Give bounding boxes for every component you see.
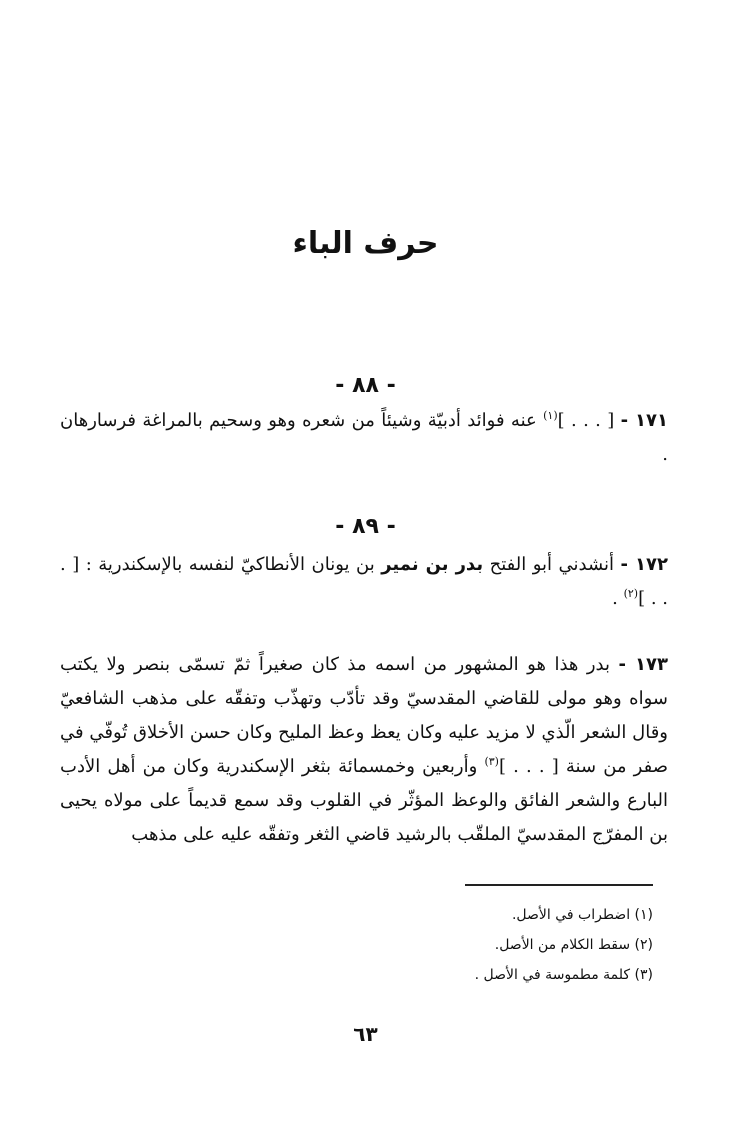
entry-text: . xyxy=(612,588,618,609)
person-name: بدر بن نمير xyxy=(381,554,484,575)
section-number-89: - ٨٩ - xyxy=(335,514,396,539)
footnote-divider xyxy=(465,884,653,886)
footnotes xyxy=(380,900,653,990)
footnote-2: (٢) سقط الكلام من الأصل. xyxy=(494,937,653,953)
entry-text: بن يونان الأنطاكيّ لنفسه بالإسكندرية : [ . . . ] xyxy=(60,554,668,609)
entry-text: أنشدني أبو الفتح xyxy=(489,554,615,575)
entry-number: ١٧٣ - xyxy=(618,654,668,675)
footnote-ref: (٣) xyxy=(484,755,499,768)
footnote-1: (١) اضطراب في الأصل. xyxy=(511,907,653,923)
entry-number: ١٧٢ - xyxy=(620,554,668,575)
page-number: ٦٣ xyxy=(353,1022,378,1046)
entry-text: [ . . . ] xyxy=(557,410,615,431)
entry-text: وأربعين وخمسمائة بثغر الإسكندرية وكان من أهل الأدب البارع والشعر الفائق والوعظ المؤثّر في القلوب وقد سمع قديماً على مولاه يحيى بن المفرّج المقدسيّ الملقّب بالرشيد قاضي الثغر وتفقّه عليه على مذهب xyxy=(60,756,668,845)
section-number-88: - ٨٨ - xyxy=(335,373,396,398)
entry-171 xyxy=(60,404,668,472)
footnote-ref: (١) xyxy=(543,409,558,422)
entry-173 xyxy=(60,648,668,852)
chapter-heading: حرف الباء xyxy=(292,226,439,261)
entry-172 xyxy=(60,548,668,616)
entry-text: عنه فوائد أدبيّة وشيئاً من شعره وهو وسحيم بالمراغة فرسارهان . xyxy=(60,410,668,465)
entry-text: بدر هذا هو المشهور من اسمه مذ كان صغيراً ثمّ تسمّى بنصر ولا يكتب سواه وهو مولى للقاضي المقدسيّ وقد تأدّب وتهذّب وتفقّه على مذهب الشافعيّ وقال الشعر الّذي لا مزيد عليه وكان يعظ وعظ المليح وكان حسن الأخلاق تُوفّي في صفر من سنة [ . . . ] xyxy=(60,654,669,777)
footnote-ref: (٢) xyxy=(623,587,639,600)
footnote-3: (٣) كلمة مطموسة في الأصل . xyxy=(474,967,653,983)
entry-number: ١٧١ - xyxy=(620,410,668,431)
